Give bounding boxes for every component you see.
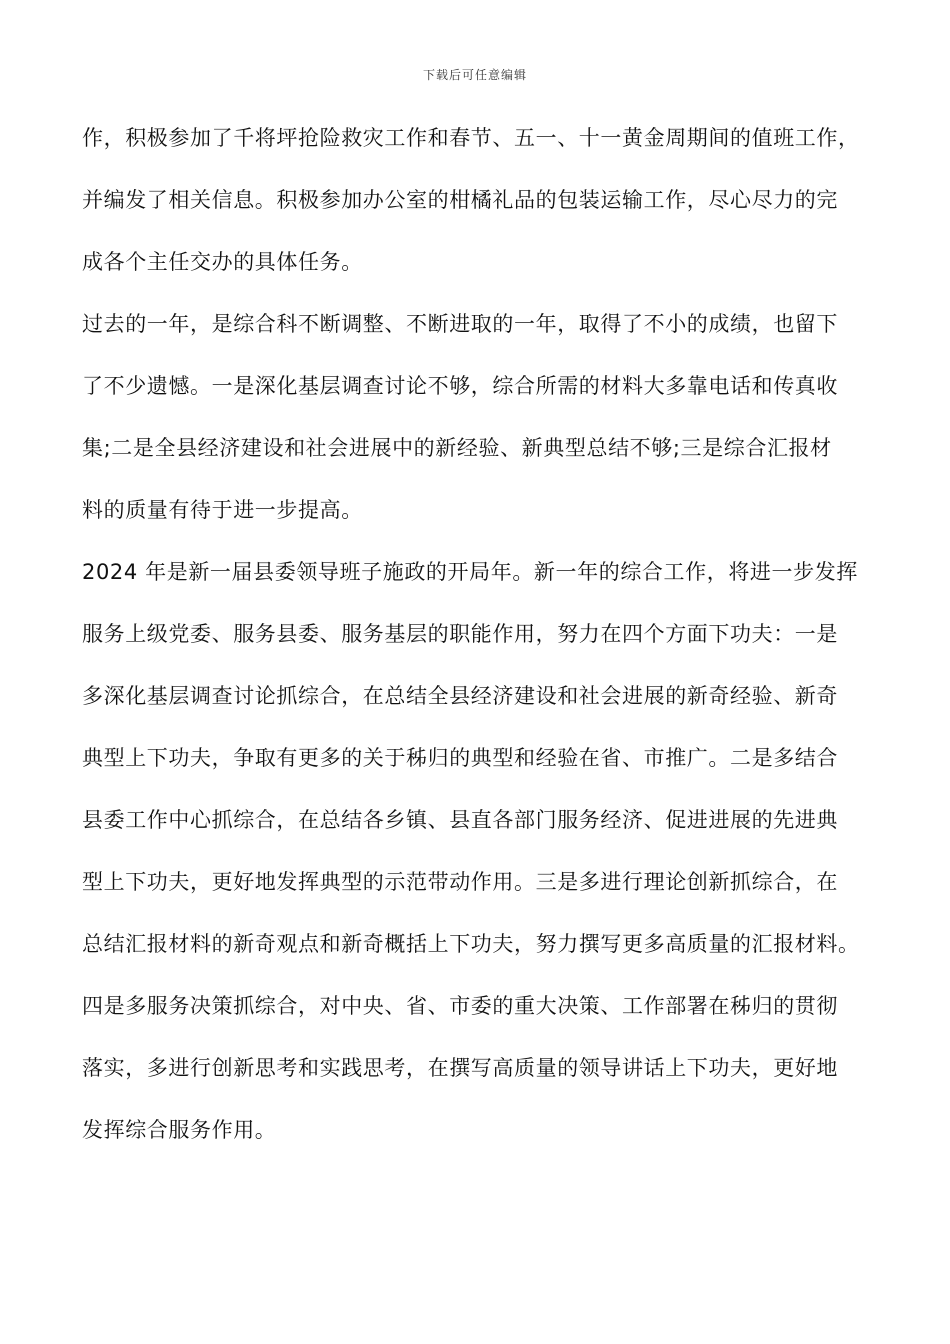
paragraph-3 — [82, 552, 872, 1172]
text-line: 总结汇报材料的新奇观点和新奇概括上下功夫，努力撰写更多高质量的汇报材料。 — [82, 932, 860, 956]
text-line: 作，积极参加了千将坪抢险救灾工作和春节、五一、十一黄金周期间的值班工作， — [82, 126, 860, 150]
text-line: 2024 年是新一届县委领导班子施政的开局年。新一年的综合工作，将进一步发挥 — [82, 560, 858, 584]
text-line: 多深化基层调查讨论抓综合，在总结全县经济建设和社会进展的新奇经验、新奇 — [82, 684, 838, 708]
text-line: 服务上级党委、服务县委、服务基层的职能作用，努力在四个方面下功夫：一是 — [82, 622, 838, 646]
text-line: 成各个主任交办的具体任务。 — [82, 250, 363, 274]
text-line: 典型上下功夫，争取有更多的关于秭归的典型和经验在省、市推广。二是多结合 — [82, 746, 838, 770]
document-body — [82, 118, 872, 1172]
paragraph-1 — [82, 118, 872, 304]
paragraph-2 — [82, 304, 872, 552]
page-header: 下载后可任意编辑 — [422, 68, 527, 82]
text-line: 发挥综合服务作用。 — [82, 1118, 277, 1142]
text-line: 并编发了相关信息。积极参加办公室的柑橘礼品的包装运输工作，尽心尽力的完 — [82, 188, 838, 212]
text-line: 落实，多进行创新思考和实践思考，在撰写高质量的领导讲话上下功夫，更好地 — [82, 1056, 838, 1080]
text-line: 型上下功夫，更好地发挥典型的示范带动作用。三是多进行理论创新抓综合，在 — [82, 870, 838, 894]
text-line: 四是多服务决策抓综合，对中央、省、市委的重大决策、工作部署在秭归的贯彻 — [82, 994, 838, 1018]
text-line: 县委工作中心抓综合，在总结各乡镇、县直各部门服务经济、促进进展的先进典 — [82, 808, 838, 832]
text-line: 料的质量有待于进一步提高。 — [82, 498, 363, 522]
text-line: 集;二是全县经济建设和社会进展中的新经验、新典型总结不够;三是综合汇报材 — [82, 436, 832, 460]
text-line: 过去的一年，是综合科不断调整、不断进取的一年，取得了不小的成绩，也留下 — [82, 312, 838, 336]
text-line: 了不少遗憾。一是深化基层调查讨论不够，综合所需的材料大多靠电话和传真收 — [82, 374, 838, 398]
